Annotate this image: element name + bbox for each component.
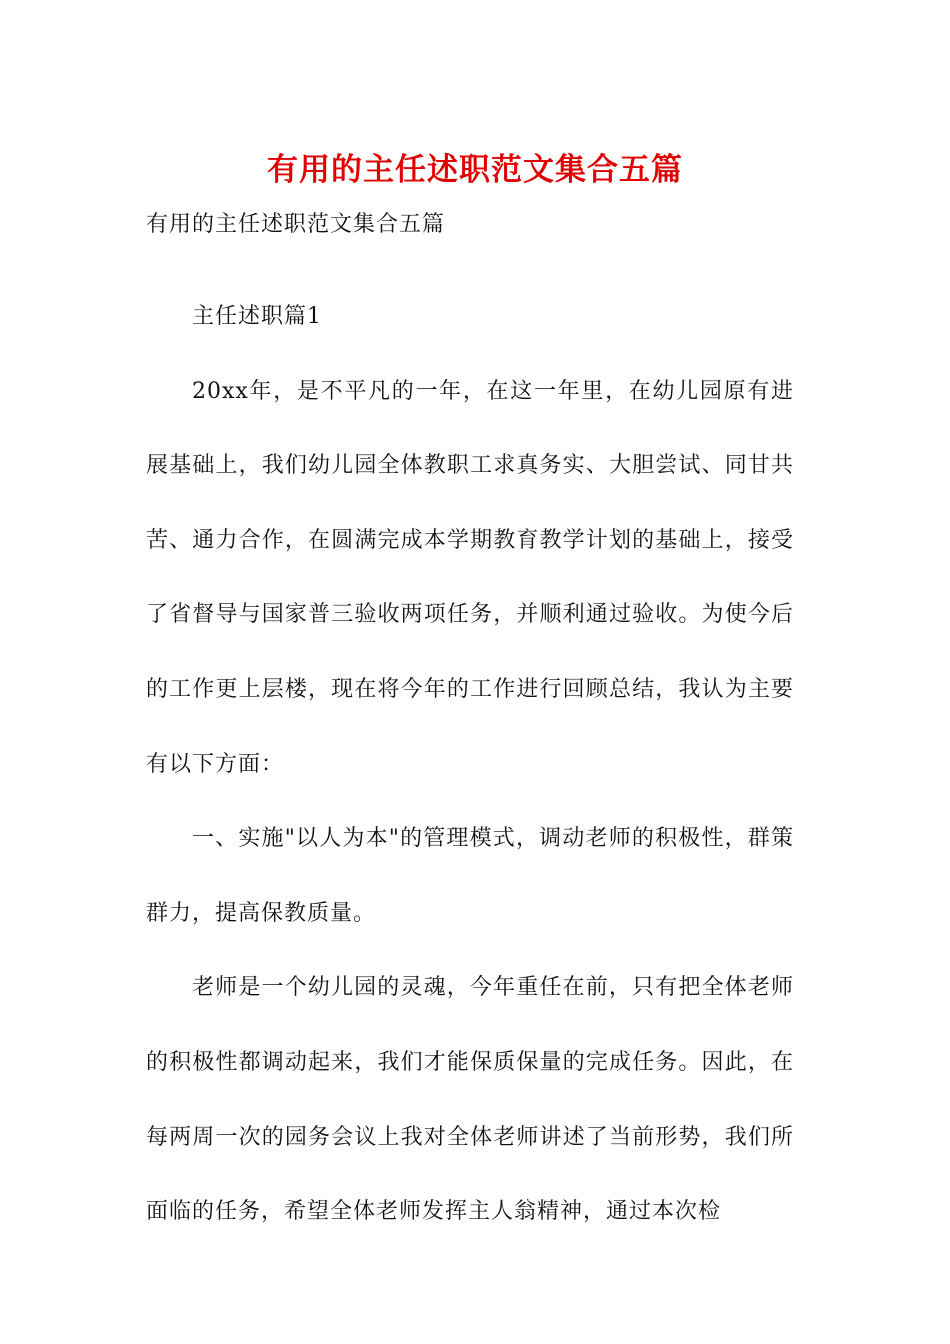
document-subtitle: 有用的主任述职范文集合五篇 bbox=[146, 212, 446, 237]
body-paragraph: 一、实施"以人为本"的管理模式，调动老师的积极性，群策群力，提高保教质量。 bbox=[146, 826, 794, 926]
body-paragraph: 20xx年，是不平凡的一年，在这一年里，在幼儿园原有进展基础上，我们幼儿园全体教职工求真务实、大胆尝试、同甘共苦、通力合作，在圆满完成本学期教育教学计划的基础上，接受了省督导与国家普三验收两项任务，并顺利通过验收。为使今后的工作更上层楼，现在将今年的工作进行回顾总结，我认为主要有以下方面： bbox=[146, 378, 794, 777]
document-title: 有用的主任述职范文集合五篇 bbox=[267, 152, 683, 188]
section-heading: 主任述职篇1 bbox=[192, 304, 322, 329]
document-body bbox=[146, 280, 794, 1250]
body-paragraph: 老师是一个幼儿园的灵魂，今年重任在前，只有把全体老师的积极性都调动起来，我们才能保质保量的完成任务。因此，在每两周一次的园务会议上我对全体老师讲述了当前形势，我们所面临的任务，希望全体老师发挥主人翁精神，通过本次检 bbox=[146, 975, 794, 1225]
